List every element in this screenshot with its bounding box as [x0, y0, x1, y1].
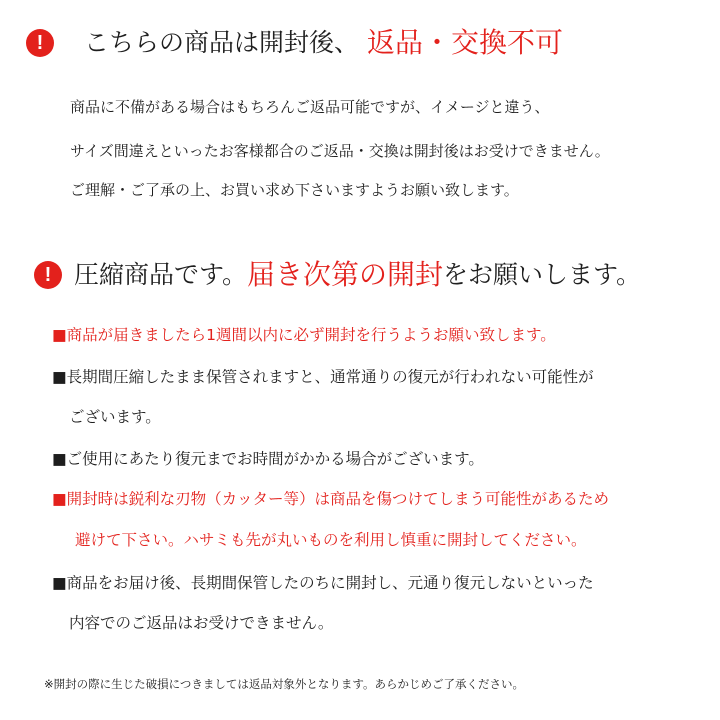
notice-item-continuation: 避けて下さい。ハサミも先が丸いものを利用し慎重に開封してください。 — [75, 531, 587, 549]
section2-heading — [34, 257, 641, 293]
notice-item-continuation: 内容でのご返品はお受けできません。 — [69, 614, 334, 632]
notice-item: ■長期間圧縮したまま保管されますと、通常通りの復元が行われない可能性が — [52, 368, 594, 386]
section1-line: ご理解・ご了承の上、お買い求め下さいますようお願い致します。 — [70, 181, 519, 199]
section1-line: 商品に不備がある場合はもちろんご返品可能ですが、イメージと違う、 — [70, 98, 550, 116]
notice-item: ■ご使用にあたり復元までお時間がかかる場合がございます。 — [52, 450, 484, 468]
section1-heading-prefix: こちらの商品は開封後、 — [84, 28, 360, 57]
exclamation-circle-icon: ! — [26, 29, 54, 57]
notice-item: ■開封時は鋭利な刃物（カッター等）は商品を傷つけてしまう可能性があるため — [52, 490, 609, 508]
section1-line: サイズ間違えといったお客様都合のご返品・交換は開封後はお受けできません。 — [70, 142, 610, 160]
notice-item-continuation: ございます。 — [69, 408, 161, 426]
section2-heading-prefix: 圧縮商品です。 — [74, 260, 248, 289]
notice-item: ■商品をお届け後、長期間保管したのちに開封し、元通り復元しないといった — [52, 574, 594, 592]
section1-heading — [26, 25, 563, 61]
notice-item: ■商品が届きましたら1週間以内に必ず開封を行うようお願い致します。 — [52, 326, 556, 344]
section2-heading-suffix: をお願いします。 — [443, 260, 642, 289]
footnote: ※開封の際に生じた破損につきましては返品対象外となります。あらかじめご了承ください。 — [44, 677, 524, 691]
section1-heading-emphasis: 返品・交換不可 — [367, 26, 564, 59]
section2-heading-emphasis: 届き次第の開封 — [247, 258, 444, 291]
exclamation-circle-icon: ! — [34, 261, 62, 289]
